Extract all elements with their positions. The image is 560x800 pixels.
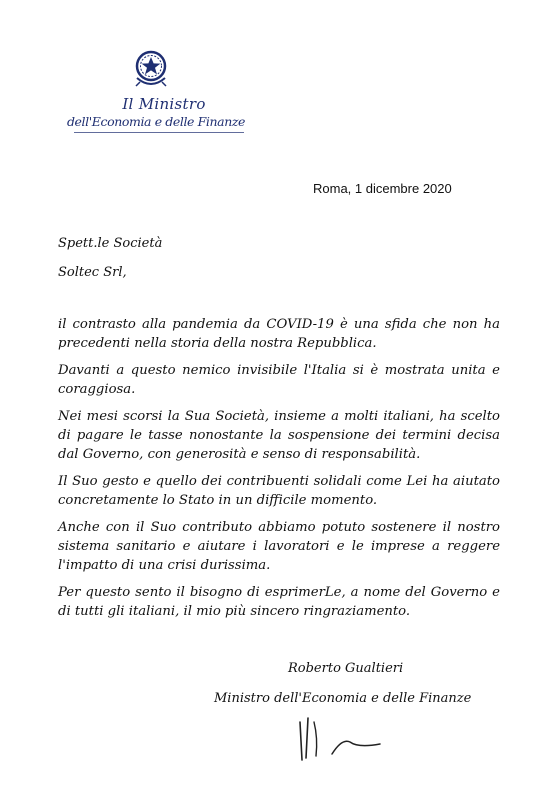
letterhead-line-1: Il Ministro (122, 95, 206, 113)
body-paragraph: Per questo sento il bisogno di esprimerLe, a nome del Governo e di tutti gli italiani, il mio più sincero ringraziamento. (58, 584, 500, 620)
body-paragraph: Davanti a questo nemico invisibile l'Italia si è mostrata unita e coraggiosa. (58, 362, 500, 398)
body-paragraph: Il Suo gesto e quello dei contribuenti solidali come Lei ha aiutato concretamente lo Stato in un difficile momento. (58, 473, 500, 509)
body-paragraph: Nei mesi scorsi la Sua Società, insieme a molti italiani, ha scelto di pagare le tasse nonostante la sospensione dei termini decisa dal Governo, con generosità e senso di responsabilità. (58, 408, 500, 463)
handwritten-signature-icon (288, 708, 398, 764)
signatory-name: Roberto Gualtieri (288, 661, 404, 676)
letterhead-title (56, 96, 256, 130)
signatory-title: Ministro dell'Economia e delle Finanze (214, 691, 472, 706)
letter-date: Roma, 1 dicembre 2020 (313, 181, 452, 196)
letterhead-underline (74, 132, 244, 133)
letterhead-line-2: dell'Economia e delle Finanze (66, 114, 246, 129)
recipient-line-1: Spett.le Società (58, 236, 163, 251)
recipient-line-2: Soltec Srl, (58, 265, 127, 280)
italian-republic-emblem-icon (132, 48, 170, 90)
body-paragraph: il contrasto alla pandemia da COVID-19 è una sfida che non ha precedenti nella storia della nostra Repubblica. (58, 317, 500, 352)
letter-body (58, 315, 500, 629)
body-paragraph: Anche con il Suo contributo abbiamo potuto sostenere il nostro sistema sanitario e aiutare i lavoratori e le imprese a reggere l'impatto di una crisi durissima. (58, 519, 500, 574)
